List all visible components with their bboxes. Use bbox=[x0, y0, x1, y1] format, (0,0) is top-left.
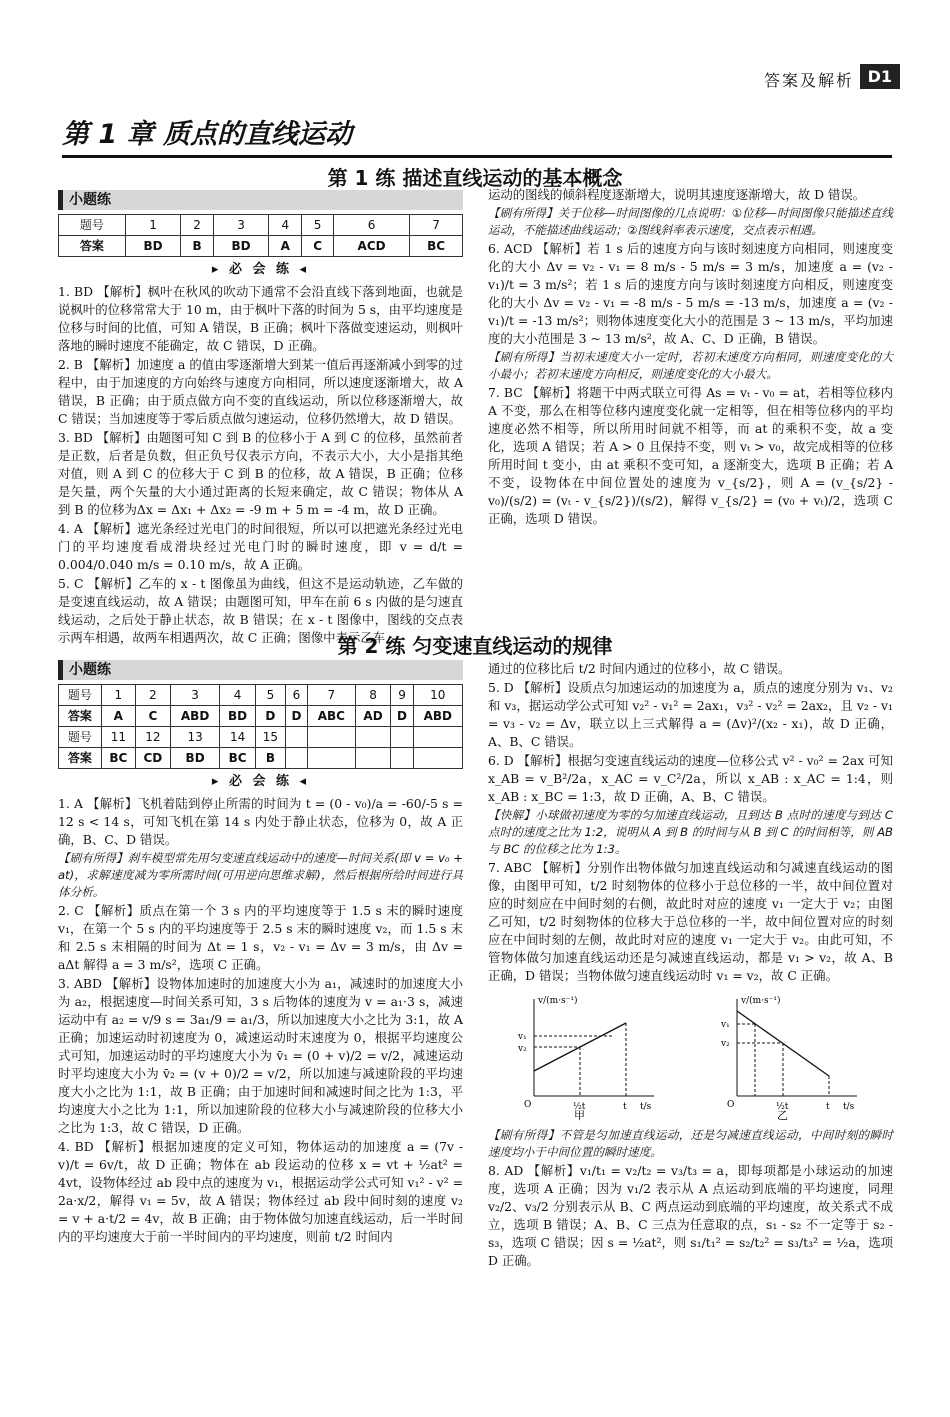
origin-label: O bbox=[524, 1100, 532, 1110]
tip-paragraph: 【刷有所得】不管是匀加速直线运动，还是匀减速直线运动，中间时刻的瞬时速度均小于中间位置的瞬时速度。 bbox=[488, 1128, 893, 1159]
answer-cell: BD bbox=[220, 706, 256, 727]
empty-cell bbox=[285, 748, 307, 769]
lesson2-title: 第 2 练 匀变速直线运动的规律 bbox=[337, 634, 613, 658]
solution-paragraph: 8. AD 【解析】v₁/t₁ = v₂/t₂ = v₃/t₃ = a，即每项都是小球运动的加速度，选项 A 正确；因为 v₁/2 表示从 A 点运动到底端的平均速度，同理 v₂/2、v₃/2 分别表示从 B、C 两点运动到底端的平均速度，故关系式不成立，选项 B 错误；A、B、C 三点为任意取的点，s₁ - s₂ 不一定等于 s₂ - s₃，选项 C 错误；因 s = ½at²，则 s₁/t₁² = s₂/t₂² = s₃/t₃² = ½a，选项 D 正确。 bbox=[488, 1163, 893, 1268]
half-t-label: ½t bbox=[573, 1102, 586, 1112]
answer-cell: AD bbox=[355, 706, 391, 727]
num-cell: 13 bbox=[170, 727, 219, 748]
v1-label: v₁ bbox=[720, 1020, 730, 1030]
header-label: 答案及解析 bbox=[763, 71, 854, 90]
lesson2-answer-table bbox=[58, 684, 463, 769]
page-number: D1 bbox=[860, 64, 900, 89]
row-label: 答案 bbox=[59, 236, 126, 257]
solution-paragraph: 3. ABD 【解析】设物体加速时的加速度大小为 a₁，减速时的加速度大小为 a₂，根据速度—时间关系可知，3 s 后物体的速度为 v = a₁·3 s，减速运动中有 a₂ = v/9 s = 3a₁/9 = a₁/3，所以加速度大小之比为 3:1，故 A 正确；加速运动时初速度为 0，减速运动时末速度为 0，根据平均速度公式可知，加速运动时的平均速度大小为 v̄₁ = (0 + v)/2 = v/2，减速运动时平均速度大小为 v̄₂ = (v + 0)/2 = v/2，所以加速与减速阶段的平均速度大小之比为 1:1，故 B 正确；由于加速时间和减速时间之比为 1:3，平均速度大小之比为 1:1，所以加速阶段的位移大小与减速阶段的位移大小之比为 1:3，故 C 错误，D 正确。 bbox=[58, 976, 463, 1135]
answer-cell: C bbox=[302, 236, 334, 257]
bihui-heading: ▸ 必 会 练 ◂ bbox=[211, 774, 310, 789]
v2-label: v₂ bbox=[518, 1044, 527, 1054]
answer-cell: ABD bbox=[170, 706, 219, 727]
graph-yi bbox=[717, 991, 867, 1121]
num-cell: 1 bbox=[125, 215, 180, 236]
row-label: 答案 bbox=[59, 748, 102, 769]
answer-cell: BC bbox=[101, 748, 135, 769]
solution-paragraph: 5. D 【解析】设质点匀加速运动的加速度为 a，质点的速度分别为 v₁、v₂ 和 v₃，据运动学公式可知 v₂² - v₁² = 2ax₁，v₃² - v₂² = 2ax₂，且 v₂ - v₁ = v₃ - v₂ = Δv，联立以上三式解得 a = (Δv)²/(x₂ - x₁)，故 D 正确，A、B、C 错误。 bbox=[488, 680, 893, 749]
num-cell: 14 bbox=[220, 727, 256, 748]
v2-label: v₂ bbox=[720, 1039, 730, 1049]
lesson2-right-column bbox=[488, 660, 893, 1271]
num-cell: 1 bbox=[101, 685, 135, 706]
y-label: v/(m·s⁻¹) bbox=[740, 996, 781, 1006]
empty-cell bbox=[355, 727, 391, 748]
t-label: t bbox=[825, 1102, 830, 1112]
row-label: 题号 bbox=[59, 685, 102, 706]
solution-paragraph: 2. C 【解析】质点在第一个 3 s 内的平均速度等于 1.5 s 末的瞬时速度 v₁，在第一个 5 s 内的平均速度等于 2.5 s 末的瞬时速度 v₂，而 1.5 s 末和 2.5 s 末相隔的时间为 Δt = 1 s，v₂ - v₁ = Δv = 3 m/s，由 Δv = aΔt 解得 a = 3 m/s²，选项 C 正确。 bbox=[58, 903, 463, 972]
solution-paragraph: 6. ACD 【解析】若 1 s 后的速度方向与该时刻速度方向相同，则速度变化的大小 Δv = v₂ - v₁ = 8 m/s - 5 m/s = 3 m/s，加速度 a = (v₂ - v₁)/t = 3 m/s²；若 1 s 后的速度方向与该时刻速度方向相反，则速度变化的大小 Δv = v₂ - v₁ = -8 m/s - 5 m/s = -13 m/s，加速度 a = (v₂ - v₁)/t = -13 m/s²；则物体速度变化大小的范围是 3 ~ 13 m/s，平均加速度的大小范围是 3 ~ 13 m/s²，故 A、C、D 正确，B 错误。 bbox=[488, 241, 893, 346]
num-cell: 5 bbox=[255, 685, 285, 706]
solution-paragraph: 4. BD 【解析】根据加速度的定义可知，物体运动的加速度 a = (7v - v)/t = 6v/t，故 D 正确；物体在 ab 段运动的位移 x = vt + ½at² = 4vt，设物体经过 ab 段中点的速度为 v₁，根据运动学公式可知 v₁² - v² = 2a·x/2，解得 v₁ = 5v，故 A 错误；物体经过 ab 段中间时刻的速度 v₂ = v + a·t/2 = 4v，故 B 正确；由于物体做匀加速直线运动，后一半时间内的平均速度大于前一半时间内的平均速度，则前 t/2 时间内 bbox=[58, 1139, 463, 1244]
caption-jia: 甲 bbox=[574, 1109, 586, 1121]
empty-cell bbox=[391, 727, 413, 748]
row-label: 题号 bbox=[59, 215, 126, 236]
x-label: t/s bbox=[842, 1102, 855, 1112]
lesson1-answer-table bbox=[58, 214, 463, 257]
lesson2-left-column bbox=[58, 660, 463, 1247]
answer-cell: BD bbox=[125, 236, 180, 257]
num-cell: 2 bbox=[181, 215, 214, 236]
tip-paragraph: 【刷有所得】刹车模型常先用匀变速直线运动中的速度—时间关系(即 v = v₀ + at)，求解速度减为零所需时间(可用逆向思维求解)，然后根据所给时间进行具体分析。 bbox=[58, 851, 463, 899]
x-label: t/s bbox=[640, 1102, 652, 1112]
num-cell: 3 bbox=[213, 215, 268, 236]
v1-label: v₁ bbox=[518, 1032, 527, 1042]
solution-paragraph: 5. C 【解析】乙车的 x - t 图像虽为曲线，但这不是运动轨迹，乙车做的是变速直线运动，故 A 错误；由题图可知，甲车在前 6 s 内做的是匀速直线运动，之后处于静止状态，故 B 错误；在 x - t 图像中，图线的交点表示两车相遇，故两车相遇两次，故 C 正确；图像中表示乙车 bbox=[58, 576, 463, 645]
num-cell: 2 bbox=[135, 685, 170, 706]
origin-label: O bbox=[726, 1100, 735, 1110]
num-cell: 8 bbox=[355, 685, 391, 706]
solution-paragraph: 4. A 【解析】遮光条经过光电门的时间很短，所以可以把遮光条经过光电门的平均速度看成滑块经过光电门时的瞬时速度，即 v = d/t = 0.004/0.040 m/s = 0.10 m/s，故 A 正确。 bbox=[58, 521, 463, 572]
num-cell: 5 bbox=[302, 215, 334, 236]
num-cell: 6 bbox=[285, 685, 307, 706]
solution-paragraph: 通过的位移比后 t/2 时间内通过的位移小，故 C 错误。 bbox=[488, 661, 791, 676]
t-label: t bbox=[623, 1102, 627, 1112]
num-cell: 3 bbox=[170, 685, 219, 706]
chapter-title: 第 1 章 质点的直线运动 bbox=[62, 112, 892, 158]
row-label: 答案 bbox=[59, 706, 102, 727]
empty-cell bbox=[413, 748, 462, 769]
answer-cell: ABD bbox=[413, 706, 462, 727]
empty-cell bbox=[355, 748, 391, 769]
num-cell: 11 bbox=[101, 727, 135, 748]
solution-paragraph: 7. ABC 【解析】分别作出物体做匀加速直线运动和匀减速直线运动的图像，由图甲可知，t/2 时刻物体的位移小于总位移的一半，故中间位置对应的时刻应在中间时刻的右侧，故此时对应的速度 v₁ 一定大于 v₂；由图乙可知，t/2 时刻物体的位移大于总位移的一半，故中间位置对应的时刻应在中间时刻的左侧，故此时对应的速度 v₁ 一定大于 v₂。由此可知，不管物体做匀加速直线运动还是匀减速直线运动，都是 v₁ > v₂，故 A、B 正确，D 错误；当物体做匀速直线运动时 v₁ = v₂，故 C 正确。 bbox=[488, 860, 893, 983]
num-cell: 4 bbox=[269, 215, 302, 236]
graph-jia bbox=[514, 991, 664, 1121]
answer-cell: B bbox=[181, 236, 214, 257]
answer-cell: A bbox=[269, 236, 302, 257]
page-header bbox=[0, 62, 950, 92]
num-cell: 7 bbox=[307, 685, 355, 706]
answer-cell: ACD bbox=[334, 236, 410, 257]
num-cell: 9 bbox=[391, 685, 413, 706]
solution-paragraph: 1. BD 【解析】枫叶在秋风的吹动下通常不会沿直线下落到地面，也就是说枫叶的位移常常大于 10 m，由于枫叶下落的时间为 5 s，由平均速度是位移与时间的比值，可知 A 错误，B 正确；枫叶下落做变速运动，则枫叶落地的瞬时速度不能确定，故 C 错误，D 正确。 bbox=[58, 284, 463, 353]
answer-cell: ABC bbox=[307, 706, 355, 727]
solution-paragraph: 1. A 【解析】飞机着陆到停止所需的时间为 t = (0 - v₀)/a = -60/-5 s = 12 s < 14 s，可知飞机在第 14 s 内处于静止状态，位移为 0，故 A 正确，B、C、D 错误。 bbox=[58, 796, 463, 847]
solution-paragraph: 6. D 【解析】根据匀变速直线运动的速度—位移公式 v² - v₀² = 2ax 可知 x_AB = v_B²/2a，x_AC = v_C²/2a，所以 x_AB : x_AC = 1:4，则 x_AB : x_BC = 1:3，故 D 正确，A、B、C 错误。 bbox=[488, 753, 893, 804]
empty-cell bbox=[391, 748, 413, 769]
lesson1-left-column bbox=[58, 190, 463, 648]
num-cell: 12 bbox=[135, 727, 170, 748]
empty-cell bbox=[285, 727, 307, 748]
solution-paragraph: 3. BD 【解析】由题图可知 C 到 B 的位移小于 A 到 C 的位移，虽然前者是正数，后者是负数，但正负号仅表示方向，不表示大小，大小是指其绝对值，则 A 到 C 的位移大于 C 到 B 的位移，故 A 错误，B 正确；位移是矢量，两个矢量的大小通过距离的长短来确定，故 C 错误；物体从 A 到 B 的位移为Δx = Δx₁ + Δx₂ = -9 m + 5 m = -4 m，故 D 正确。 bbox=[58, 430, 463, 517]
answer-cell: BC bbox=[410, 236, 463, 257]
answer-cell: BC bbox=[220, 748, 256, 769]
solution-paragraph: 7. BC 【解析】将题干中两式联立可得 As = vₜ - v₀ = at，若相等位移内 A 不变，那么在相等位移内速度变化就一定相等，但在相等位移内的平均速度必然不相等，所以所用时间就不相等，而 at 的乘积不变，故 a 变化，选项 A 错误；若 A > 0 且保持不变，则 vₜ > v₀，故完成相等的位移所用时间 t 变小，由 at 乘积不变可知，a 逐渐变大，选项 B 正确；若 A 不变，设物体在中间位置处的速度为 v_{s/2}，则 A = (v_{s/2} - v₀)/(s/2) = (vₜ - v_{s/2})/(s/2)，解得 v_{s/2} = (v₀ + vₜ)/2，选项 C 正确，选项 D 错误。 bbox=[488, 385, 893, 526]
lesson1-section-label: 小题练 bbox=[58, 190, 463, 210]
answer-cell: D bbox=[391, 706, 413, 727]
vt-graphs bbox=[488, 991, 893, 1121]
answer-cell: BD bbox=[170, 748, 219, 769]
tip-paragraph: 【刷有所得】当初末速度大小一定时，若初末速度方向相同，则速度变化的大小最小；若初末速度方向相反，则速度变化的大小最大。 bbox=[488, 350, 893, 381]
lesson1-right-column bbox=[488, 186, 893, 529]
answer-cell: CD bbox=[135, 748, 170, 769]
tip-paragraph: 【刷有所得】关于位移—时间图像的几点说明：①位移—时间图像只能描述直线运动，不能描述曲线运动；②图线斜率表示速度，交点表示相遇。 bbox=[488, 206, 893, 237]
half-t-label: ½t bbox=[775, 1102, 789, 1112]
lesson2-section-label: 小题练 bbox=[58, 660, 463, 680]
num-cell: 7 bbox=[410, 215, 463, 236]
answer-cell: D bbox=[255, 706, 285, 727]
answer-cell: C bbox=[135, 706, 170, 727]
answer-cell: A bbox=[101, 706, 135, 727]
solution-paragraph: 运动的图线的倾斜程度逐渐增大，说明其速度逐渐增大，故 D 错误。 bbox=[488, 187, 866, 202]
solution-paragraph: 2. B 【解析】加速度 a 的值由零逐渐增大到某一值后再逐渐减小到零的过程中，由于加速度的方向始终与速度方向相同，所以速度逐渐增大，故 A 错误，B 正确；由于质点做方向不变的直线运动，所以位移逐渐增大，故 C 错误；当加速度等于零后质点做匀速运动，位移仍然增大，故 D 错误。 bbox=[58, 357, 463, 426]
num-cell: 4 bbox=[220, 685, 256, 706]
num-cell: 15 bbox=[255, 727, 285, 748]
row-label: 题号 bbox=[59, 727, 102, 748]
answer-cell: BD bbox=[213, 236, 268, 257]
empty-cell bbox=[413, 727, 462, 748]
empty-cell bbox=[307, 727, 355, 748]
num-cell: 10 bbox=[413, 685, 462, 706]
empty-cell bbox=[307, 748, 355, 769]
y-label: v/(m·s⁻¹) bbox=[538, 996, 578, 1006]
answer-cell: D bbox=[285, 706, 307, 727]
lesson1-title: 第 1 练 描述直线运动的基本概念 bbox=[327, 166, 623, 190]
bihui-heading: ▸ 必 会 练 ◂ bbox=[211, 262, 310, 277]
num-cell: 6 bbox=[334, 215, 410, 236]
tip-paragraph: 【快解】小球做初速度为零的匀加速直线运动，且到达 B 点时的速度与到达 C 点时的速度之比为 1:2，说明从 A 到 B 的时间与从 B 到 C 的时间相等，则 AB 与 BC 的位移之比为 1:3。 bbox=[488, 808, 893, 856]
answer-cell: B bbox=[255, 748, 285, 769]
caption-yi: 乙 bbox=[776, 1109, 788, 1121]
